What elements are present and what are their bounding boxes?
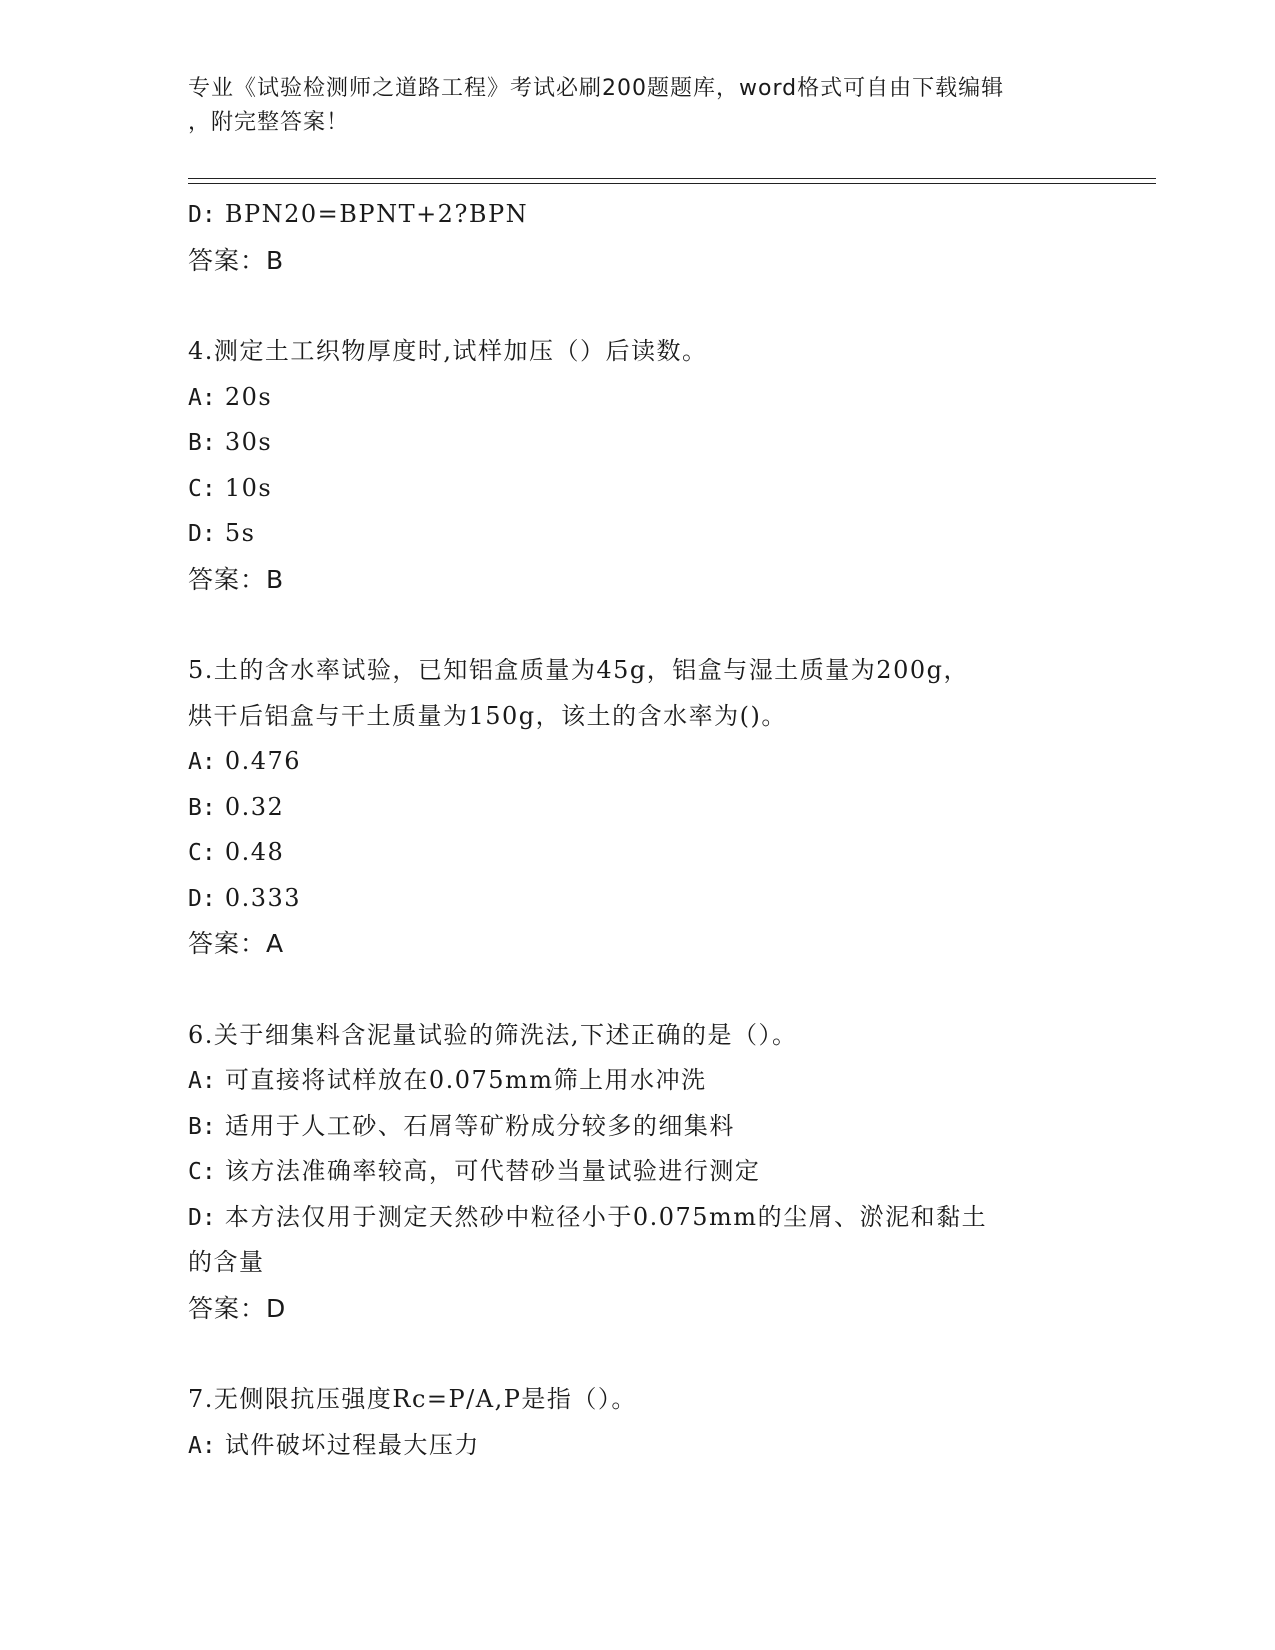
q5-stem-line-2: 烘干后铝盒与干土质量为150g，该土的含水率为()。 <box>188 701 787 730</box>
q6-option-d-continuation: 的含量 <box>188 1248 265 1276</box>
option-text: 20s <box>224 382 273 411</box>
option-label: C: <box>188 475 216 502</box>
q3-option-d <box>188 192 1088 238</box>
option-label: A: <box>188 1068 216 1094</box>
option-text: 0.476 <box>224 747 302 775</box>
option-label: B: <box>188 794 216 821</box>
option-text: 该方法准确率较高，可代替砂当量试验进行测定 <box>224 1157 761 1185</box>
header-divider-bottom <box>188 183 1156 184</box>
option-text: 本方法仅用于测定天然砂中粒径小于0.075mm的尘屑、淤泥和黏土 <box>224 1202 988 1231</box>
q5-option-a <box>188 739 1088 785</box>
option-text: 试件破坏过程最大压力 <box>224 1430 480 1459</box>
option-label: B: <box>188 430 216 456</box>
option-label: D: <box>188 202 216 228</box>
q4-option-d <box>188 511 1088 557</box>
spacer <box>188 283 1088 329</box>
q4-answer: 答案：B <box>188 564 285 594</box>
option-label: A: <box>188 1432 216 1459</box>
option-label: D: <box>188 885 216 912</box>
option-label: A: <box>188 749 216 775</box>
header-divider-top <box>188 178 1156 179</box>
q6-option-a <box>188 1058 1088 1104</box>
q5-option-d <box>188 876 1088 922</box>
q3-answer: 答案：B <box>188 245 285 275</box>
q4-option-c <box>188 466 1088 512</box>
q6-option-b <box>188 1104 1088 1150</box>
q7-stem: 7.无侧限抗压强度Rc=P/A,P是指（）。 <box>188 1385 637 1413</box>
spacer <box>188 1331 1088 1377</box>
q6-stem: 6.关于细集料含泥量试验的筛洗法,下述正确的是（）。 <box>188 1020 798 1049</box>
option-label: C: <box>188 1159 216 1185</box>
option-text: 10s <box>224 473 273 502</box>
option-text: 30s <box>224 428 273 456</box>
option-text: 0.32 <box>224 792 285 821</box>
q4-stem: 4.测定土工织物厚度时,试样加压（）后读数。 <box>188 337 708 365</box>
option-text: 0.48 <box>224 838 285 866</box>
spacer <box>188 967 1088 1013</box>
q6-answer: 答案：D <box>188 1293 287 1323</box>
option-text: 5s <box>224 519 256 547</box>
question-list <box>188 192 1088 1468</box>
option-text: 适用于人工砂、石屑等矿粉成分较多的细集料 <box>224 1111 735 1140</box>
q6-option-c <box>188 1149 1088 1195</box>
option-text: 0.333 <box>224 883 302 912</box>
q5-option-c <box>188 830 1088 876</box>
option-label: D: <box>188 1204 216 1231</box>
q5-stem-line-1: 5.土的含水率试验，已知铝盒质量为45g，铝盒与湿土质量为200g， <box>188 656 969 684</box>
q5-answer: 答案：A <box>188 929 285 958</box>
header-title-line-2: ，附完整答案！ <box>188 110 350 135</box>
q5-option-b <box>188 785 1088 831</box>
q6-option-d <box>188 1195 1088 1241</box>
spacer <box>188 602 1088 648</box>
option-text: 可直接将试样放在0.075mm筛上用水冲洗 <box>224 1066 707 1094</box>
q4-option-a <box>188 375 1088 421</box>
header-title-line-1: 专业《试验检测师之道路工程》考试必刷200题题库，word格式可自由下载编辑 <box>188 76 1005 101</box>
option-text: BPN20=BPNT+2?BPN <box>224 200 529 228</box>
q7-option-a <box>188 1423 1088 1469</box>
option-label: C: <box>188 840 216 866</box>
option-label: B: <box>188 1113 216 1140</box>
option-label: A: <box>188 384 216 411</box>
document-header <box>188 72 1088 140</box>
option-label: D: <box>188 521 216 547</box>
q4-option-b <box>188 420 1088 466</box>
